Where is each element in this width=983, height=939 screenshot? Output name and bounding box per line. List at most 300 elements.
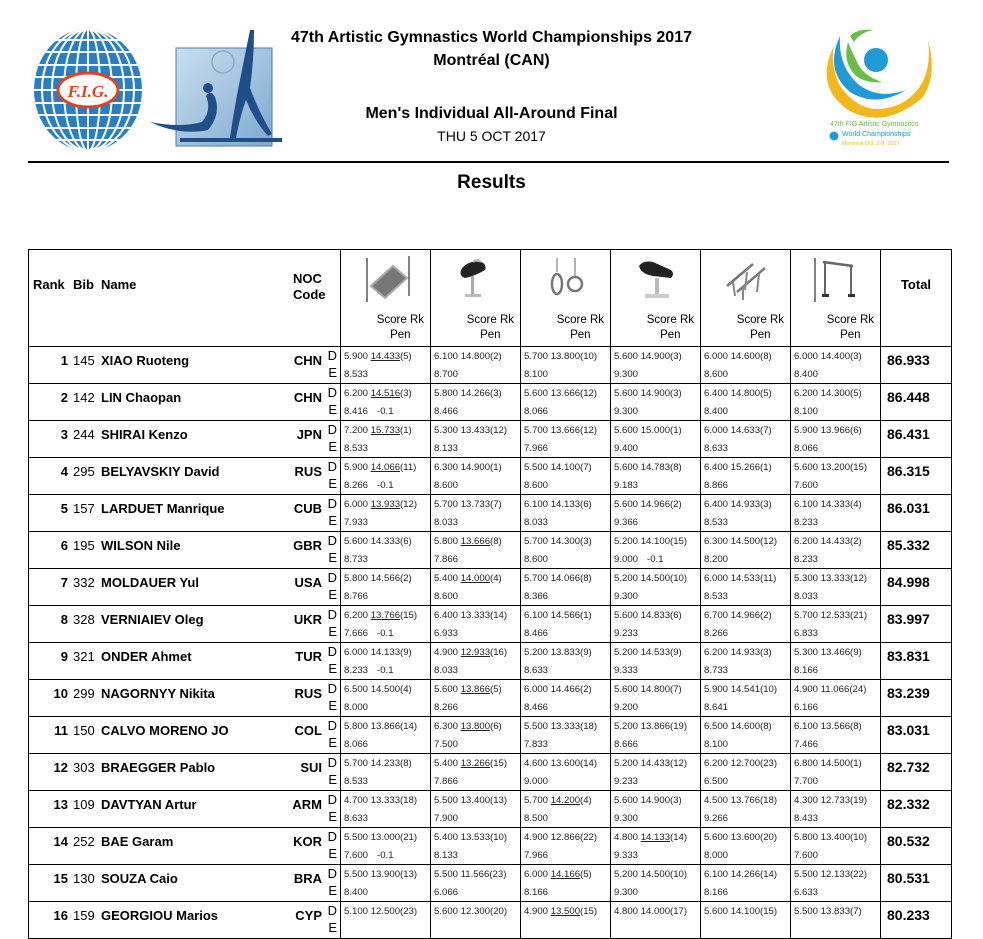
- apparatus-rank: (2): [490, 351, 502, 362]
- apparatus-score-cell: [431, 532, 521, 569]
- apparatus-rank: (2): [760, 610, 772, 621]
- apparatus-score: 14.200: [550, 795, 581, 806]
- athlete-cell: [29, 717, 341, 754]
- score-line: [434, 573, 502, 584]
- apparatus-score: 14.900: [460, 462, 491, 473]
- apparatus-header-vault: [611, 250, 701, 347]
- apparatus-sub-score-rk: Score Rk: [376, 314, 424, 326]
- apparatus-score-cell: [701, 495, 791, 532]
- apparatus-score: 14.541: [730, 684, 761, 695]
- apparatus-score: 14.633: [730, 425, 761, 436]
- championship-city: Montréal (CAN): [433, 52, 550, 69]
- apparatus-score: 12.700: [730, 758, 761, 769]
- d-score: 6.000: [524, 869, 549, 880]
- score-line: [614, 610, 682, 621]
- bib: 142: [73, 390, 95, 405]
- apparatus-score-cell: [431, 569, 521, 606]
- e-label: E: [328, 661, 337, 676]
- score-line: [344, 721, 417, 732]
- apparatus-rank: (3): [760, 499, 772, 510]
- table-row: [29, 680, 952, 717]
- e-score: 8.600: [434, 591, 459, 602]
- total-score: 86.315: [887, 463, 930, 479]
- score-line: [434, 536, 502, 547]
- apparatus-header-pommel: [431, 250, 521, 347]
- d-score: 5.400: [434, 832, 459, 843]
- vault-icon: [633, 256, 681, 304]
- table-row: [29, 347, 952, 384]
- penalty: -0.1: [647, 554, 664, 565]
- apparatus-score: 14.500: [370, 684, 401, 695]
- apparatus-sub-score-rk: Score Rk: [736, 314, 784, 326]
- e-score: 8.033: [434, 665, 459, 676]
- apparatus-score: 13.833: [550, 647, 581, 658]
- bib: 299: [73, 686, 95, 701]
- e-score: 9.233: [614, 776, 639, 787]
- score-line: [524, 721, 597, 732]
- apparatus-score: 14.933: [730, 647, 761, 658]
- apparatus-score-cell: [701, 828, 791, 865]
- e-score: 7.833: [524, 739, 549, 750]
- apparatus-score-cell: [701, 680, 791, 717]
- e-score: 9.366: [614, 517, 639, 528]
- d-score: 5.500: [794, 869, 819, 880]
- score-line: [614, 462, 682, 473]
- athlete-name: SHIRAI Kenzo: [101, 427, 188, 442]
- total-cell: [881, 569, 952, 606]
- athlete-name: MOLDAUER Yul: [101, 575, 199, 590]
- d-score: 5.900: [344, 351, 369, 362]
- apparatus-rank: (14): [400, 721, 418, 732]
- apparatus-score-cell: [341, 828, 431, 865]
- apparatus-score: 14.566: [370, 573, 401, 584]
- e-score: 7.966: [524, 443, 549, 454]
- apparatus-score-cell: [611, 754, 701, 791]
- noc-code: RUS: [294, 686, 322, 701]
- e-score: 8.533: [704, 517, 729, 528]
- apparatus-score-cell: [341, 717, 431, 754]
- d-score: 5.700: [524, 351, 549, 362]
- athlete-name: WILSON Nile: [101, 538, 181, 553]
- e-score: 8.633: [524, 665, 549, 676]
- noc-header: [293, 271, 326, 303]
- d-score: 5.500: [794, 906, 819, 917]
- e-label: E: [328, 809, 337, 824]
- apparatus-score-cell: [431, 495, 521, 532]
- d-score: 6.400: [434, 610, 459, 621]
- score-line: [344, 869, 417, 880]
- apparatus-score: 14.133: [550, 499, 581, 510]
- apparatus-score: 13.966: [820, 425, 851, 436]
- apparatus-rank: (3): [490, 388, 502, 399]
- apparatus-score: 14.933: [730, 499, 761, 510]
- apparatus-score: 12.866: [550, 832, 581, 843]
- apparatus-rank: (21): [850, 610, 868, 621]
- apparatus-rank: (23): [489, 869, 507, 880]
- noc-code: ARM: [292, 797, 322, 812]
- apparatus-rank: (2): [670, 499, 682, 510]
- total-score: 85.332: [887, 537, 930, 553]
- total-cell: [881, 865, 952, 902]
- e-score: 7.466: [794, 739, 819, 750]
- d-score: 6.100: [704, 869, 729, 880]
- e-score: 9.300: [614, 887, 639, 898]
- championship-title: 47th Artistic Gymnastics World Championships 2017: [291, 29, 692, 46]
- apparatus-score: 14.900: [640, 795, 671, 806]
- apparatus-rank: (6): [400, 536, 412, 547]
- name-header: Name: [101, 277, 137, 292]
- e-score: 6.166: [794, 702, 819, 713]
- apparatus-score-cell: [521, 754, 611, 791]
- total-score: 80.233: [887, 907, 930, 923]
- d-score: 5.800: [344, 573, 369, 584]
- rank: 2: [60, 390, 68, 405]
- apparatus-score: 13.766: [730, 795, 761, 806]
- e-score: 9.300: [614, 369, 639, 380]
- score-line: [794, 388, 862, 399]
- apparatus-rank: (7): [490, 499, 502, 510]
- apparatus-rank: (18): [760, 795, 778, 806]
- bib: 244: [73, 427, 95, 442]
- apparatus-rank: (5): [850, 388, 862, 399]
- apparatus-score: 14.300: [550, 536, 581, 547]
- score-line: [704, 647, 772, 658]
- apparatus-score: 12.933: [460, 647, 491, 658]
- apparatus-score: 13.433: [460, 425, 491, 436]
- apparatus-rank: (1): [760, 462, 772, 473]
- apparatus-score: 14.000: [460, 573, 491, 584]
- athlete-cell: [29, 643, 341, 680]
- apparatus-score-cell: [521, 828, 611, 865]
- bib: 295: [73, 464, 95, 479]
- apparatus-score-cell: [611, 421, 701, 458]
- apparatus-score: 14.466: [550, 684, 581, 695]
- e-score: 7.600: [794, 480, 819, 491]
- d-score: 4.900: [524, 832, 549, 843]
- d-score: 5.600: [704, 906, 729, 917]
- e-score: 9.266: [704, 813, 729, 824]
- e-score: 7.866: [434, 776, 459, 787]
- e-score: 6.833: [794, 628, 819, 639]
- apparatus-score-cell: [341, 902, 431, 939]
- apparatus-score: 13.200: [820, 462, 851, 473]
- table-row: [29, 865, 952, 902]
- apparatus-score-cell: [701, 421, 791, 458]
- apparatus-score: 13.666: [460, 536, 491, 547]
- d-label: D: [327, 718, 337, 733]
- e-score: 9.000: [614, 554, 639, 565]
- table-row: [29, 791, 952, 828]
- athlete-cell: [29, 495, 341, 532]
- score-line: [704, 758, 777, 769]
- total-cell: [881, 347, 952, 384]
- d-score: 5.200: [524, 647, 549, 658]
- apparatus-rank: (4): [580, 795, 592, 806]
- noc-code: KOR: [293, 834, 322, 849]
- table-row: [29, 421, 952, 458]
- apparatus-rank: (8): [760, 721, 772, 732]
- total-score: 86.031: [887, 500, 930, 516]
- e-score: 8.500: [524, 813, 549, 824]
- apparatus-score: 13.666: [550, 388, 581, 399]
- apparatus-score-cell: [611, 643, 701, 680]
- apparatus-score: 14.433: [640, 758, 671, 769]
- apparatus-rank: (12): [490, 425, 508, 436]
- apparatus-rank: (7): [850, 906, 862, 917]
- apparatus-score: 13.900: [370, 869, 401, 880]
- e-score: 7.900: [434, 813, 459, 824]
- e-score: 8.233: [344, 665, 369, 676]
- total-score: 83.831: [887, 648, 930, 664]
- apparatus-score: 14.266: [730, 869, 761, 880]
- apparatus-rank: (1): [490, 462, 502, 473]
- apparatus-rank: (8): [850, 721, 862, 732]
- apparatus-rank: (3): [670, 351, 682, 362]
- score-line: [704, 795, 777, 806]
- score-line: [704, 610, 772, 621]
- e-score: 9.333: [614, 665, 639, 676]
- apparatus-score-cell: [341, 569, 431, 606]
- total-cell: [881, 791, 952, 828]
- score-line: [434, 351, 502, 362]
- total-score: 84.998: [887, 574, 930, 590]
- apparatus-score-cell: [611, 717, 701, 754]
- apparatus-rank: (21): [400, 832, 418, 843]
- apparatus-score: 14.783: [640, 462, 671, 473]
- apparatus-score-cell: [341, 347, 431, 384]
- table-row: [29, 458, 952, 495]
- score-line: [614, 684, 682, 695]
- e-score: 8.166: [524, 887, 549, 898]
- total-cell: [881, 421, 952, 458]
- d-score: 4.300: [794, 795, 819, 806]
- table-row: [29, 384, 952, 421]
- apparatus-score-cell: [431, 754, 521, 791]
- score-line: [794, 721, 862, 732]
- apparatus-score-cell: [431, 902, 521, 939]
- d-label: D: [327, 903, 337, 918]
- apparatus-score: 14.000: [640, 906, 671, 917]
- d-score: 6.300: [434, 462, 459, 473]
- e-score: 8.600: [704, 369, 729, 380]
- d-label: D: [327, 644, 337, 659]
- apparatus-score-cell: [431, 680, 521, 717]
- athlete-cell: [29, 384, 341, 421]
- total-cell: [881, 828, 952, 865]
- apparatus-rank: (1): [670, 425, 682, 436]
- apparatus-score: 11.066: [820, 684, 850, 695]
- apparatus-rank: (13): [490, 795, 508, 806]
- apparatus-score-cell: [611, 347, 701, 384]
- rank: 4: [60, 464, 68, 479]
- apparatus-score: 14.433: [370, 351, 401, 362]
- apparatus-score: 13.866: [370, 721, 401, 732]
- e-score: 9.300: [614, 406, 639, 417]
- apparatus-score: 14.266: [460, 388, 491, 399]
- d-score: 4.700: [344, 795, 369, 806]
- apparatus-rank: (18): [580, 721, 598, 732]
- score-line: [344, 610, 417, 621]
- apparatus-score: 12.300: [460, 906, 491, 917]
- apparatus-rank: (9): [580, 647, 592, 658]
- apparatus-score-cell: [791, 680, 881, 717]
- athlete-cell: [29, 754, 341, 791]
- apparatus-score-cell: [521, 902, 611, 939]
- apparatus-score: 13.566: [820, 721, 851, 732]
- apparatus-rank: (5): [580, 869, 592, 880]
- d-score: 5.600: [614, 795, 639, 806]
- table-row: [29, 902, 952, 939]
- rank-header: Rank: [33, 277, 65, 292]
- apparatus-score-cell: [701, 902, 791, 939]
- d-score: 5.500: [434, 795, 459, 806]
- noc-code: CHN: [293, 353, 322, 368]
- score-line: [524, 610, 592, 621]
- score-line: [344, 795, 417, 806]
- score-line: [794, 647, 862, 658]
- score-line: [344, 832, 417, 843]
- apparatus-score: 13.600: [730, 832, 761, 843]
- d-label: D: [327, 570, 337, 585]
- score-line: [434, 499, 502, 510]
- apparatus-score-cell: [611, 680, 701, 717]
- d-score: 4.500: [704, 795, 729, 806]
- e-score: 8.166: [794, 665, 819, 676]
- apparatus-score: 13.000: [370, 832, 401, 843]
- total-score: 82.732: [887, 759, 930, 775]
- apparatus-score: 13.866: [640, 721, 671, 732]
- score-line: [344, 684, 412, 695]
- d-score: 6.800: [794, 758, 819, 769]
- floor-exercise-icon: [363, 256, 411, 304]
- e-score: 8.133: [434, 850, 459, 861]
- table-row: [29, 569, 952, 606]
- d-score: 5.500: [344, 832, 369, 843]
- total-score: 83.031: [887, 722, 930, 738]
- athlete-header-cell: [29, 250, 341, 347]
- e-score: 8.400: [794, 369, 819, 380]
- score-line: [524, 795, 592, 806]
- apparatus-score-cell: [701, 865, 791, 902]
- apparatus-rank: (24): [849, 684, 867, 695]
- apparatus-score-cell: [611, 532, 701, 569]
- d-score: 5.300: [794, 573, 819, 584]
- apparatus-score: 12.733: [820, 795, 851, 806]
- apparatus-score: 14.333: [820, 499, 851, 510]
- apparatus-score-cell: [791, 791, 881, 828]
- apparatus-score-cell: [701, 754, 791, 791]
- score-line: [434, 869, 506, 880]
- apparatus-score: 13.833: [820, 906, 851, 917]
- apparatus-rank: (10): [580, 351, 598, 362]
- athlete-cell: [29, 532, 341, 569]
- apparatus-score-cell: [341, 643, 431, 680]
- d-score: 6.100: [794, 499, 819, 510]
- apparatus-score: 14.516: [370, 388, 401, 399]
- apparatus-score-cell: [521, 643, 611, 680]
- apparatus-score-cell: [791, 532, 881, 569]
- d-label: D: [327, 792, 337, 807]
- d-score: 6.200: [704, 647, 729, 658]
- apparatus-score-cell: [791, 828, 881, 865]
- d-score: 5.800: [344, 721, 369, 732]
- score-line: [524, 906, 597, 917]
- bib: 145: [73, 353, 95, 368]
- e-score: 8.066: [794, 443, 819, 454]
- event-name: Men's Individual All-Around Final: [365, 105, 618, 122]
- apparatus-rank: (14): [580, 758, 598, 769]
- total-score: 80.532: [887, 833, 930, 849]
- apparatus-score-cell: [611, 569, 701, 606]
- d-score: 6.500: [704, 721, 729, 732]
- d-score: 5.500: [434, 869, 459, 880]
- penalty: -0.1: [377, 628, 394, 639]
- apparatus-score: 14.300: [820, 388, 851, 399]
- total-cell: [881, 458, 952, 495]
- apparatus-score-cell: [341, 606, 431, 643]
- apparatus-score-cell: [701, 384, 791, 421]
- apparatus-rank: (11): [760, 573, 777, 584]
- apparatus-rank: (5): [760, 388, 772, 399]
- apparatus-rank: (9): [670, 647, 682, 658]
- apparatus-score-cell: [521, 458, 611, 495]
- apparatus-score: 15.266: [730, 462, 761, 473]
- apparatus-score-cell: [341, 532, 431, 569]
- apparatus-score: 14.100: [730, 906, 761, 917]
- total-cell: [881, 717, 952, 754]
- d-score: 4.900: [794, 684, 819, 695]
- score-line: [704, 462, 772, 473]
- total-cell: [881, 680, 952, 717]
- score-line: [614, 388, 682, 399]
- apparatus-score-cell: [791, 458, 881, 495]
- pommel-horse-icon: [453, 256, 501, 304]
- e-label: E: [328, 883, 337, 898]
- e-score: 8.033: [434, 517, 459, 528]
- apparatus-rank: (16): [490, 647, 508, 658]
- apparatus-rank: (1): [850, 758, 862, 769]
- e-score: 9.183: [614, 480, 639, 491]
- apparatus-rank: (2): [580, 684, 592, 695]
- rank: 7: [60, 575, 68, 590]
- noc-code: COL: [294, 723, 322, 738]
- apparatus-rank: (14): [760, 869, 778, 880]
- apparatus-rank: (22): [850, 869, 868, 880]
- score-line: [614, 906, 687, 917]
- d-score: 5.600: [614, 351, 639, 362]
- apparatus-rank: (19): [670, 721, 688, 732]
- apparatus-rank: (9): [850, 647, 862, 658]
- apparatus-score-cell: [521, 384, 611, 421]
- athlete-cell: [29, 458, 341, 495]
- apparatus-score-cell: [791, 717, 881, 754]
- apparatus-score-cell: [341, 421, 431, 458]
- e-label: E: [328, 735, 337, 750]
- score-line: [794, 758, 862, 769]
- score-line: [434, 425, 507, 436]
- apparatus-score-cell: [791, 865, 881, 902]
- d-score: 6.400: [704, 462, 729, 473]
- score-line: [434, 795, 507, 806]
- d-score: 5.500: [524, 721, 549, 732]
- bib: 157: [73, 501, 95, 516]
- apparatus-rank: (8): [760, 351, 772, 362]
- apparatus-score: 13.333: [820, 573, 851, 584]
- noc-code: CHN: [293, 390, 322, 405]
- apparatus-score: 14.966: [640, 499, 671, 510]
- score-line: [614, 758, 687, 769]
- noc-code: BRA: [293, 871, 322, 886]
